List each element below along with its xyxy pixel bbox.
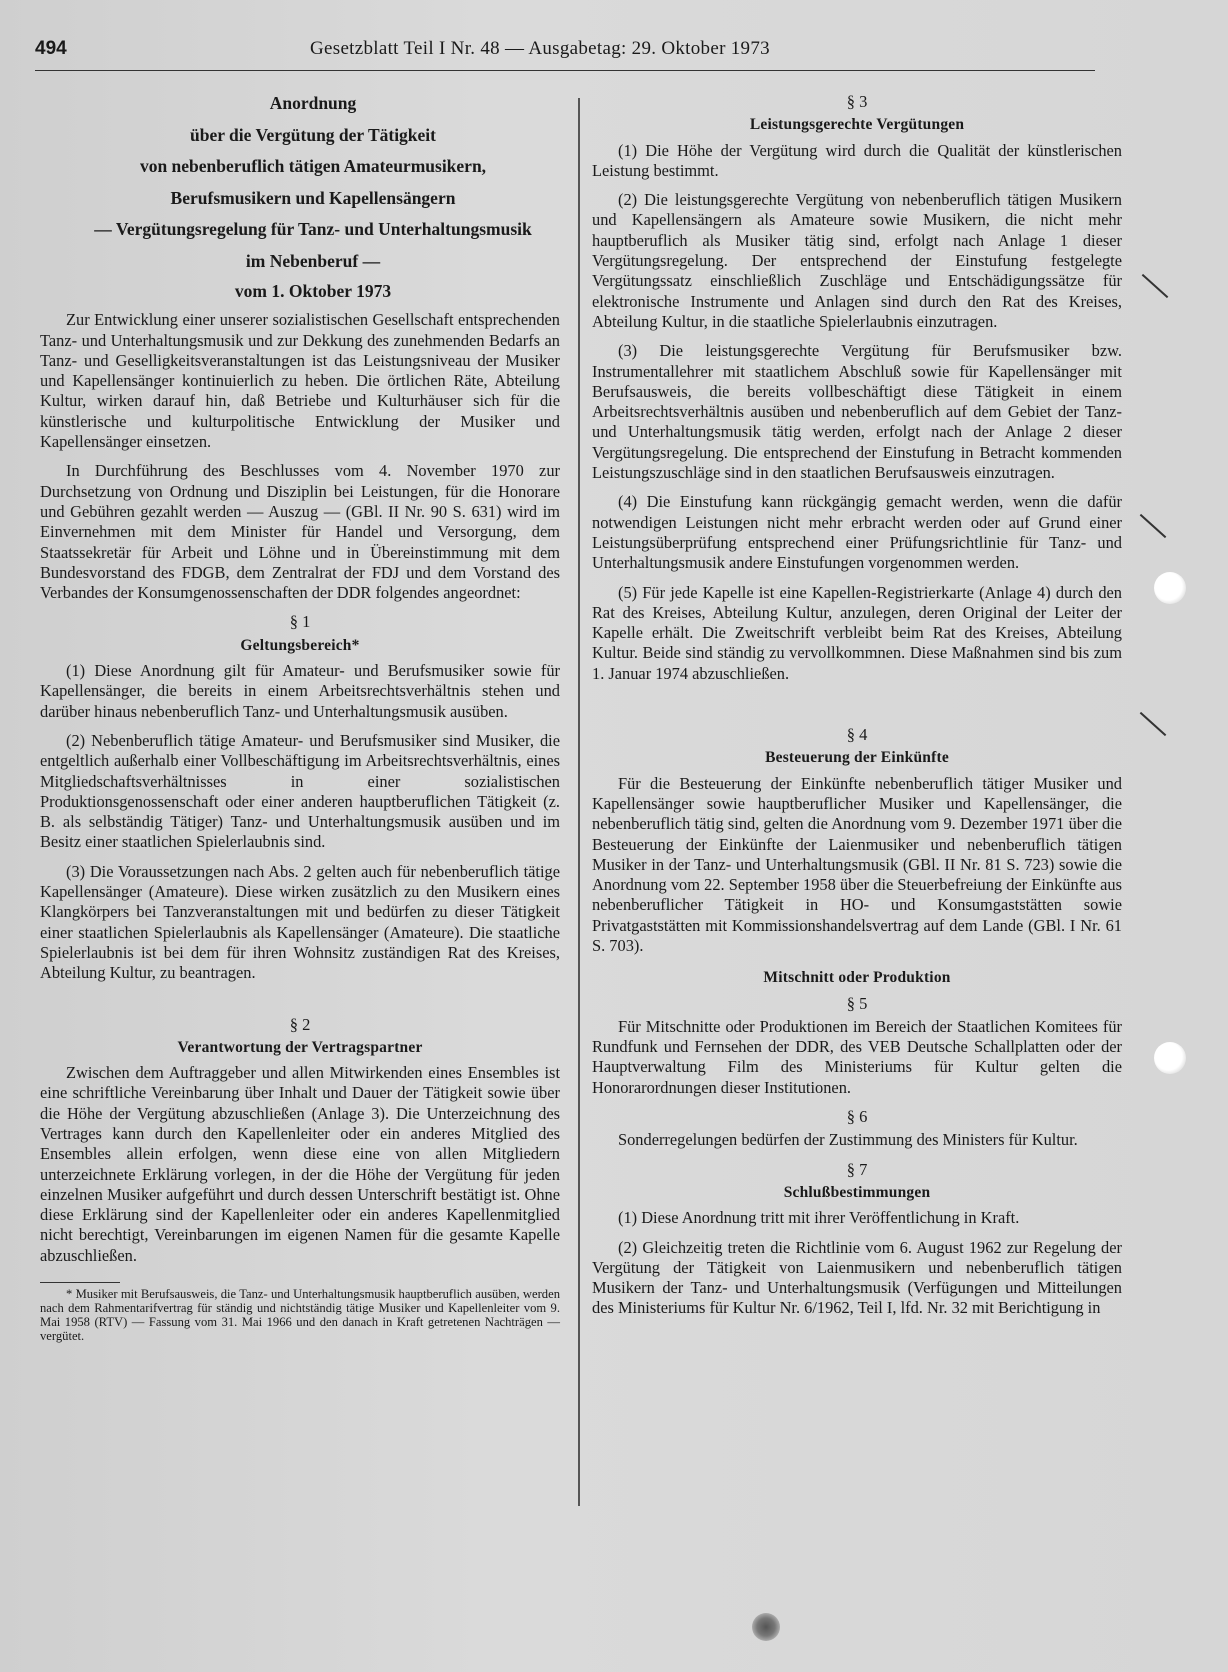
title-line: über die Vergütung der Tätigkeit xyxy=(189,124,436,145)
running-head: Gesetzblatt Teil I Nr. 48 — Ausgabetag: 29. Oktober 1973 xyxy=(310,38,770,59)
preamble-paragraph: In Durchführung des Beschlusses vom 4. November 1970 zur Durchsetzung von Ordnung und Disziplin bei Leistungen, für die Honorare und Gebühren gezahlt werden — Auszug — (GBl. II Nr. 90 S. 631) wird im Einvernehmen mit dem Minister für Handel und Versorgung, dem Staatssekretär für Arbeit und Löhne und in Übereinstimmung mit dem Bundesvorstand des FDGB, dem Zentralrat der FDJ und dem Vorstand des Verbandes der Konsumgenossenschaften der DDR folgendes angeordnet: xyxy=(40,461,560,603)
left-column xyxy=(40,92,560,1352)
section-paragraph: (5) Für jede Kapelle ist eine Kapellen-Registrierkarte (Anlage 4) durch den Rat des Kreises, Abteilung Kultur, anzulegen, deren Original der Leiter der Kapelle erhält. Die Zweitschrift verbleibt beim Rat des Kreises, Abteilung Kultur. Beide sind ständig zu vervollkommnen. Diese Maßnahmen sind bis zum 1. Januar 1974 abzuschließen. xyxy=(592,582,1122,683)
section-paragraph: (1) Die Höhe der Vergütung wird durch die Qualität der künstlerischen Leistung bestimmt. xyxy=(592,140,1122,180)
column-divider xyxy=(578,98,580,1506)
section-number: § 2 xyxy=(289,1014,311,1034)
section-paragraph: (2) Nebenberuflich tätige Amateur- und Berufsmusiker sind Musiker, die entgeltlich außerhalb einer Vollbeschäftigung im Arbeitsrechtsverhältnis, eines Mitgliedschaftsverhältnisses in einer sozialistischen Produktionsgenossenschaft oder einer anderen hauptberuflichen Tätigkeit (z. B. als selbständig Tätiger) Tanz- und Unterhaltungsmusik ausüben und im Besitz einer staatlichen Spielerlaubnis sind. xyxy=(40,730,560,852)
punch-hole xyxy=(1154,1042,1186,1074)
section-paragraph: (3) Die leistungsgerechte Vergütung für Berufsmusiker bzw. Instrumentallehrer mit staatlichem Abschluß sowie für Kapellensänger mit Berufsausweis, die bereits vollbeschäftigt diese Tätigkeit in einem Arbeitsrechtsverhältnis ausüben und nebenberuflich auf dem Gebiet der Tanz- und Unterhaltungsmusik tätig werden, erfolgt nach der Anlage 2 dieser Vergütungsregelung. Die entsprechend der Einstufung in Betracht kommenden Leistungszuschläge sind in den staatlichen Berufsausweis einzutragen. xyxy=(592,341,1122,483)
section-title: Leistungsgerechte Vergütungen xyxy=(749,116,965,134)
section-paragraph: (3) Die Voraussetzungen nach Abs. 2 gelten auch für nebenberuflich tätige Kapellensänger (Amateure). Diese wirken zusätzlich zu den Musikern eines Klangkörpers bei Tanzveranstaltungen mit und bedürfen zu dieser Tätigkeit einer staatlichen Spielerlaubnis als Kapellensänger (Amateure). Die staatliche Spielerlaubnis ist bei dem für ihren Wohnsitz zuständigen Rat des Kreises, Abteilung Kultur, zu beantragen. xyxy=(40,861,560,983)
section-paragraph: (1) Diese Anordnung gilt für Amateur- und Berufsmusiker sowie für Kapellensänger, die bereits in einem Arbeitsrechtsverhältnis stehen und darüber hinaus nebenberuflich Tanz- und Unterhaltungsmusik ausüben. xyxy=(40,661,560,721)
section-number: § 1 xyxy=(289,612,311,632)
section-title: Schlußbestimmungen xyxy=(783,1183,931,1201)
section-paragraph: Für die Besteuerung der Einkünfte nebenberuflich tätiger Musiker und Kapellensänger sowie hauptberuflicher Musiker und Kapellensänger, die nebenberuflich tätig sind, gelten die Anordnung vom 9. Dezember 1971 über die Besteuerung der Einkünfte der Laienmusiker und nebenberuflich tätigen Musiker in der Tanz- und Unterhaltungsmusik (GBl. II Nr. 81 S. 723) sowie die Anordnung vom 22. September 1958 über die Steuerbefreiung der Einkünfte aus nebenberuflicher Tätigkeit in HO- und Konsumgaststätten sowie Privatgaststätten mit Kommissionshandelsvertrag auf dem Lande (GBl. I Nr. 61 S. 703). xyxy=(592,773,1122,955)
section-title: Verantwortung der Vertragspartner xyxy=(177,1038,423,1056)
subtitle-line: — Vergütungsregelung für Tanz- und Unterhaltungsmusik xyxy=(94,219,532,239)
subtitle-line: im Nebenberuf — xyxy=(245,250,381,271)
section-paragraph: (2) Gleichzeitig treten die Richtlinie vom 6. August 1962 zur Regelung der Vergütung der Tätigkeit von Laienmusikern und nebenberuflich tätigen Musikern der Tanz- und Unterhaltungsmusik (Verfügungen und Mitteilungen des Ministeriums für Kultur Nr. 6/1962, Teil I, lfd. Nr. 32 mit Berichtigung in xyxy=(592,1237,1122,1318)
margin-mark xyxy=(1140,712,1167,736)
section-number: § 3 xyxy=(846,92,868,111)
page-stain xyxy=(752,1613,780,1641)
document-title xyxy=(40,92,560,209)
margin-mark xyxy=(1140,514,1167,538)
section-title: Besteuerung der Einkünfte xyxy=(765,749,949,767)
preamble-paragraph: Zur Entwicklung einer unserer sozialistischen Gesellschaft entsprechenden Tanz- und Unterhaltungsmusik und zur Dekkung des zunehmenden Bedarfs an Tanz- und Geselligkeitsveranstaltungen ist das Leistungsniveau der Musiker und Kapellensänger kontinuierlich zu heben. Die örtlichen Räte, Abteilung Kultur, wirken darauf hin, daß Betriebe und Kulturhäuser sich für die künstlerische und kulturpolitische Entwicklung der Musiker und Kapellensänger einsetzen. xyxy=(40,310,560,452)
section-paragraph: (4) Die Einstufung kann rückgängig gemacht werden, wenn die dafür notwendigen Leistungen nicht mehr erbracht werden oder auf Grund einer Leistungsüberprüfung entsprechend einer Prüfungsrichtlinie für Tanz- und Unterhaltungsmusik andere Einstufungen vorgenommen werden. xyxy=(592,492,1122,573)
document-date: vom 1. Oktober 1973 xyxy=(234,281,392,301)
section-heading: Mitschnitt oder Produktion xyxy=(763,969,951,987)
page-number: 494 xyxy=(35,38,67,59)
punch-hole xyxy=(1154,572,1186,604)
title-line: Anordnung xyxy=(269,93,357,113)
section-number: § 7 xyxy=(846,1159,868,1179)
title-line: Berufsmusikern und Kapellensängern xyxy=(170,187,456,208)
document-subtitle xyxy=(40,218,560,272)
section-number: § 4 xyxy=(846,725,868,745)
section-paragraph: Zwischen dem Auftraggeber und allen Mitwirkenden eines Ensembles ist eine schriftliche Vereinbarung über Inhalt und Dauer der Tätigkeit sowie über die Höhe der Vergütung abzuschließen (Anlage 3). Die Unterzeichnung des Vertrages kann durch den Kapellenleiter oder ein anderes Mitglied des Ensembles allein erfolgen, wenn diese eine von allen Mitgliedern unterzeichnete Erklärung vorlegen, in der die Höhe der Vergütung für jeden einzelnen Musiker aufgeführt und durch dessen Unterschrift bestätigt ist. Ohne diese Erklärung sind der Kapellenleiter oder ein anderes Kapellenmitglied nicht berechtigt, Vereinbarungen im eigenen Namen für die gesamte Kapelle abzuschließen. xyxy=(40,1063,560,1265)
section-paragraph: (2) Die leistungsgerechte Vergütung von nebenberuflich tätigen Musikern und Kapellensängern als Amateure sowie Musikern, die nicht mehr hauptberuflich als Musiker tätig sind, erfolgt nach Anlage 1 dieser Vergütungsregelung. Der entsprechend der Einstufung festgelegte Vergütungssatz einschließlich Zuschläge und Entschädigungssätze für elektronische Instrumente und Anlagen sind durch den Rat des Kreises, Abteilung Kultur, in die staatliche Spielerlaubnis einzutragen. xyxy=(592,190,1122,331)
right-column xyxy=(592,92,1122,1328)
section-number: § 5 xyxy=(846,993,868,1013)
page-header xyxy=(35,36,1095,71)
section-paragraph: (1) Diese Anordnung tritt mit ihrer Veröffentlichung in Kraft. xyxy=(618,1208,1020,1228)
title-line: von nebenberuflich tätigen Amateurmusikern, xyxy=(139,156,487,176)
section-paragraph: Sonderregelungen bedürfen der Zustimmung des Ministers für Kultur. xyxy=(618,1130,1078,1150)
section-number: § 6 xyxy=(846,1107,868,1127)
footnote-rule xyxy=(40,1282,120,1283)
margin-mark xyxy=(1142,274,1169,298)
section-paragraph: Für Mitschnitte oder Produktionen im Bereich der Staatlichen Komitees für Rundfunk und Fernsehen der DDR, des VEB Deutsche Schallplatten oder der Hauptverwaltung Film des Ministeriums für Kultur gelten die Honorarordnungen dieser Institutionen. xyxy=(592,1016,1122,1097)
section-title: Geltungsbereich* xyxy=(240,636,360,654)
footnote: * Musiker mit Berufsausweis, die Tanz- und Unterhaltungsmusik hauptberuflich ausüben, werden nach dem Rahmentarifvertrag für ständig und nichtständig tätige Musiker und Kapellenleiter vom 9. Mai 1958 (RTV) — Fassung vom 31. Mai 1966 und den danach in Kraft getretenen Nachträgen — vergütet. xyxy=(40,1287,560,1344)
